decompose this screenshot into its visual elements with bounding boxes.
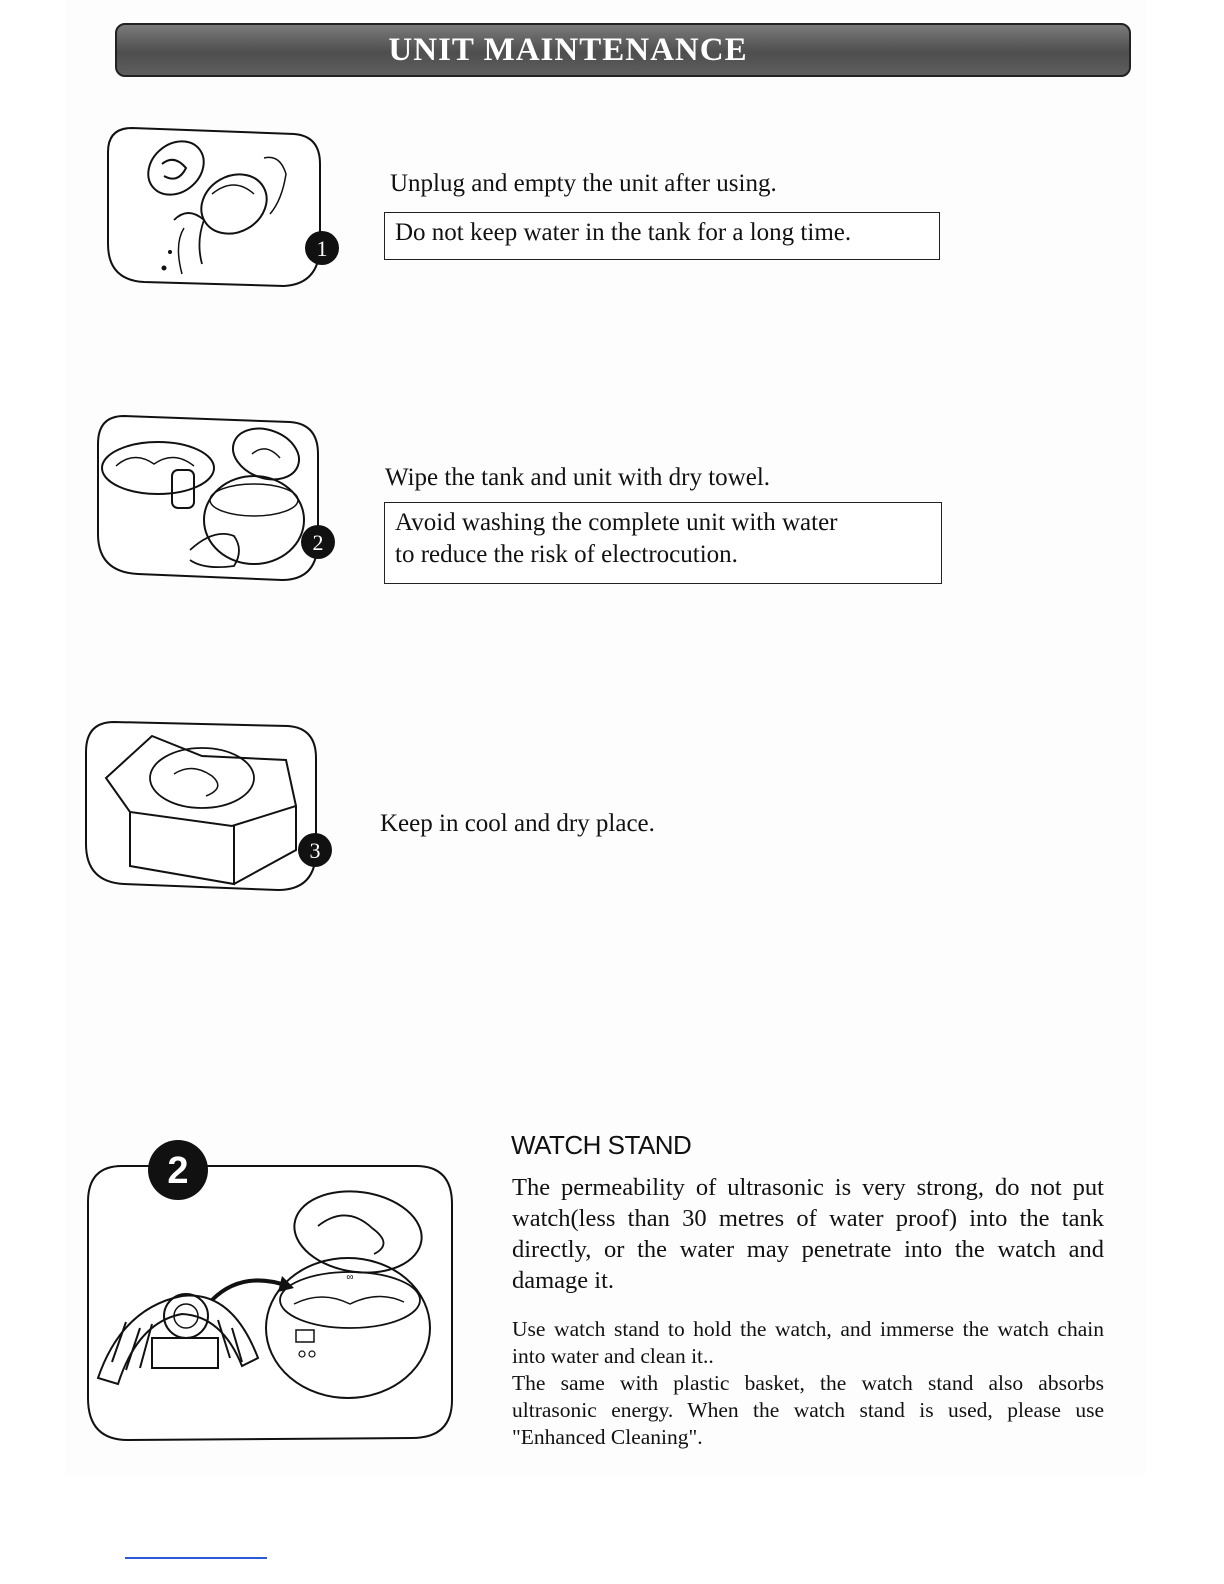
- step-2-instruction: Wipe the tank and unit with dry towel.: [385, 464, 771, 491]
- step-3-instruction: Keep in cool and dry place.: [380, 810, 655, 837]
- step-2-illustration: [94, 410, 344, 586]
- watch-stand-illustration: [82, 1140, 460, 1446]
- tank-label: ∞: [346, 1272, 354, 1283]
- step-1-instruction: Unplug and empty the unit after using.: [390, 170, 777, 197]
- step-3-illustration: [82, 716, 340, 896]
- watch-stand-title: WATCH STAND: [511, 1130, 692, 1160]
- step-2-note-line-1: Avoid washing the complete unit with water: [395, 509, 838, 536]
- step-1-note-box: [384, 212, 940, 260]
- step-3-number-icon: 3: [309, 838, 321, 863]
- step-2-note-box: [384, 502, 942, 584]
- step-2-number-icon: 2: [312, 530, 324, 555]
- watch-stand-paragraph-2-group: [512, 1316, 1104, 1451]
- section-title: UNIT MAINTENANCE: [388, 31, 748, 68]
- watch-stand-paragraph-3: The same with plastic basket, the watch stand also absorbs ultrasonic energy. When the watch stand is used, please use "Enhanced Cleaning".: [512, 1371, 1104, 1449]
- watch-stand-number-icon: 2: [167, 1150, 189, 1192]
- step-1-illustration: [104, 124, 344, 292]
- step-1-note: Do not keep water in the tank for a long time.: [395, 219, 852, 246]
- watch-stand-paragraph-2: Use watch stand to hold the watch, and immerse the watch chain into water and clean it..: [512, 1317, 1104, 1368]
- step-1-number-icon: 1: [316, 236, 328, 261]
- watch-stand-paragraph-1: The permeability of ultrasonic is very strong, do not put watch(less than 30 metres of water proof) into the tank directly, or the water may penetrate into the watch and damage it.: [512, 1174, 1104, 1294]
- footer-rule: [125, 1557, 267, 1559]
- section-header-bar: [115, 23, 1131, 77]
- step-2-note-line-2: to reduce the risk of electrocution.: [395, 541, 738, 568]
